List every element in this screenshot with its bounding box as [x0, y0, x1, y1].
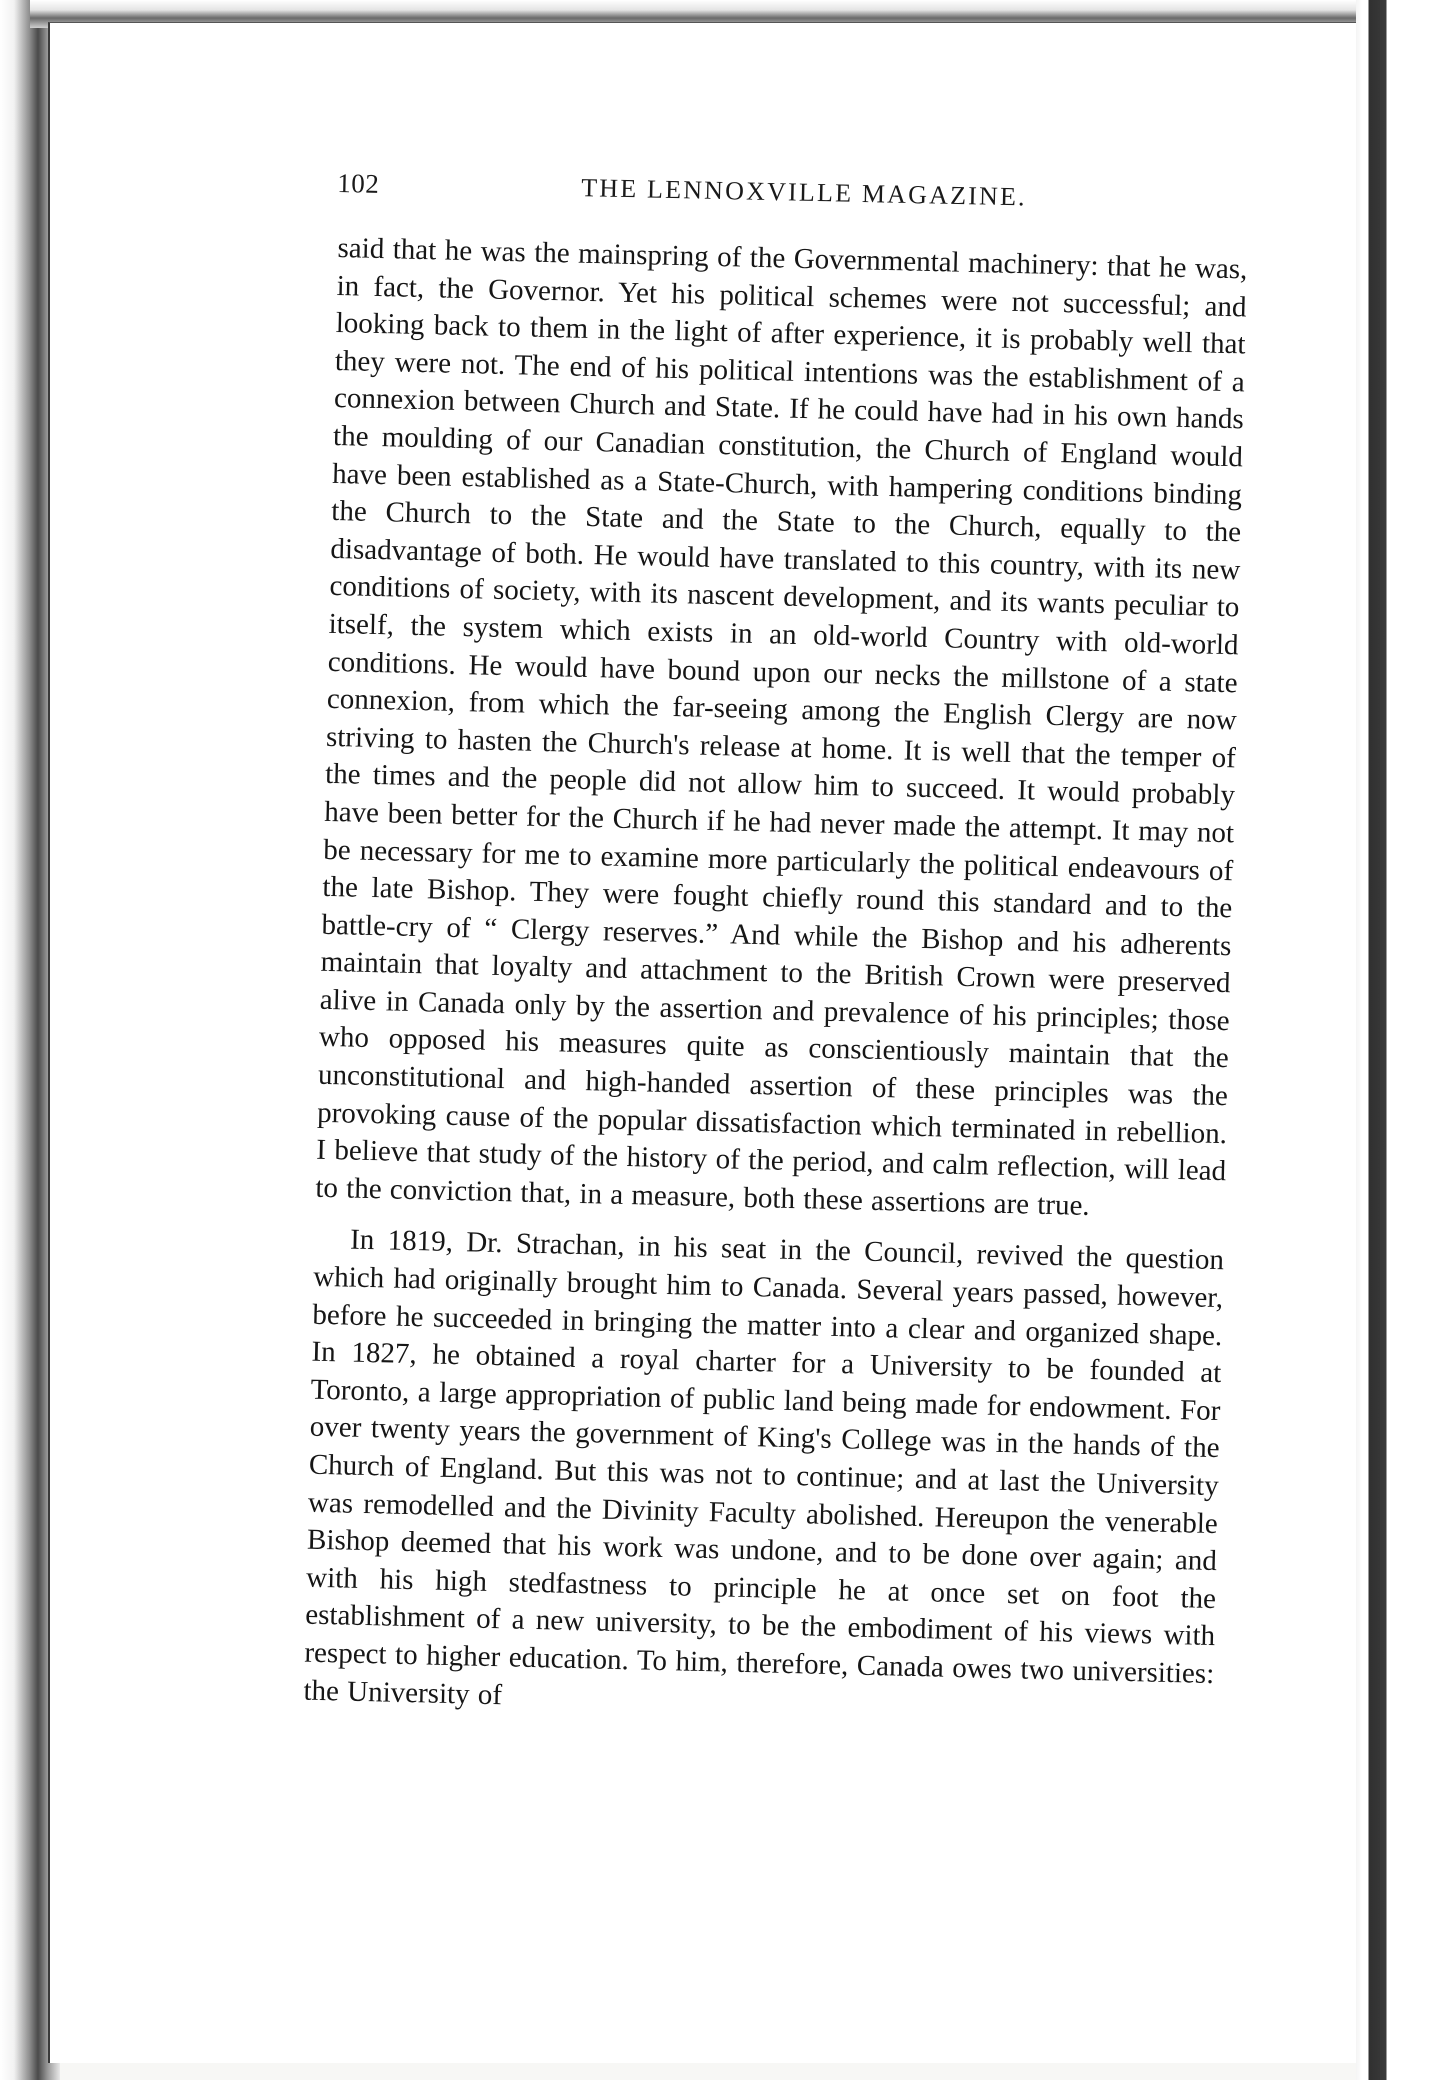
paragraph-1819: In 1819, Dr. Strachan, in his seat in the Council, revived the question which had originally brought him to Canada. Several years passed, however, before he succeeded in bringing the matter into a clear and organized shape. In 1827, he obtained a royal charter for a University to be founded at Toronto, a large appropriation of public land being made for endowment. For over twenty years the government of King's College was in the hands of the Church of England. But this was not to continue; and at last the University was remodelled and the Divinity Faculty abolished. Hereupon the venerable Bishop deemed that his work was undone, and to be done over again; and with his high stedfastness to principle he at once set on foot the establishment of a new university, to be the embodiment of his views with respect to higher education. To him, therefore, Canada owes two universities: the University of — [303, 1224, 1225, 1711]
paragraph-continued: said that he was the mainspring of the Governmental machinery: that he was, in fact, the Governor. Yet his political schemes were not successful; and looking back to them in the light of after experience, it is probably well that they were not. The end of his political intentions was the establishment of a connexion between Church and State. If he could have had in his own hands the moulding of our Canadian constitution, the Church of England would have been established as a State-Church, with hampering conditions binding the Church to the State and the State to the Church, equally to the disadvantage of both. He would have translated to this country, with its new conditions of society, with its nascent development, and its wants peculiar to itself, the system which exists in an old-world Country with old-world conditions. He would have bound upon our necks the millstone of a state connexion, from which the far-seeing among the English Clergy are now striving to hasten the Church's release at home. It is well that the temper of the times and the people did not allow him to succeed. It would probably have been better for the Church if he had never made the attempt. It may not be necessary for me to examine more particularly the political endeavours of the late Bishop. They were fought chiefly round this standard and to the battle-cry of “ Clergy reserves.” And while the Bishop and his adherents maintain that loyalty and attachment to the British Crown were preserved alive in Canada only by the assertion and prevalence of his principles; those who opposed his measures quite as conscientiously maintain that the unconstitutional and high-handed assertion of these principles was the provoking cause of the popular dissatisfaction which terminated in rebellion. I believe that study of the history of the period, and calm reflection, will lead to the conviction that, in a measure, both these assertions are true. — [315, 231, 1248, 1222]
magazine-title: THE LENNOXVILLE MAGAZINE. — [580, 173, 1028, 212]
scan-right-edge — [1356, 0, 1440, 2080]
body-text — [303, 230, 1248, 1731]
page-number: 102 — [336, 167, 380, 199]
